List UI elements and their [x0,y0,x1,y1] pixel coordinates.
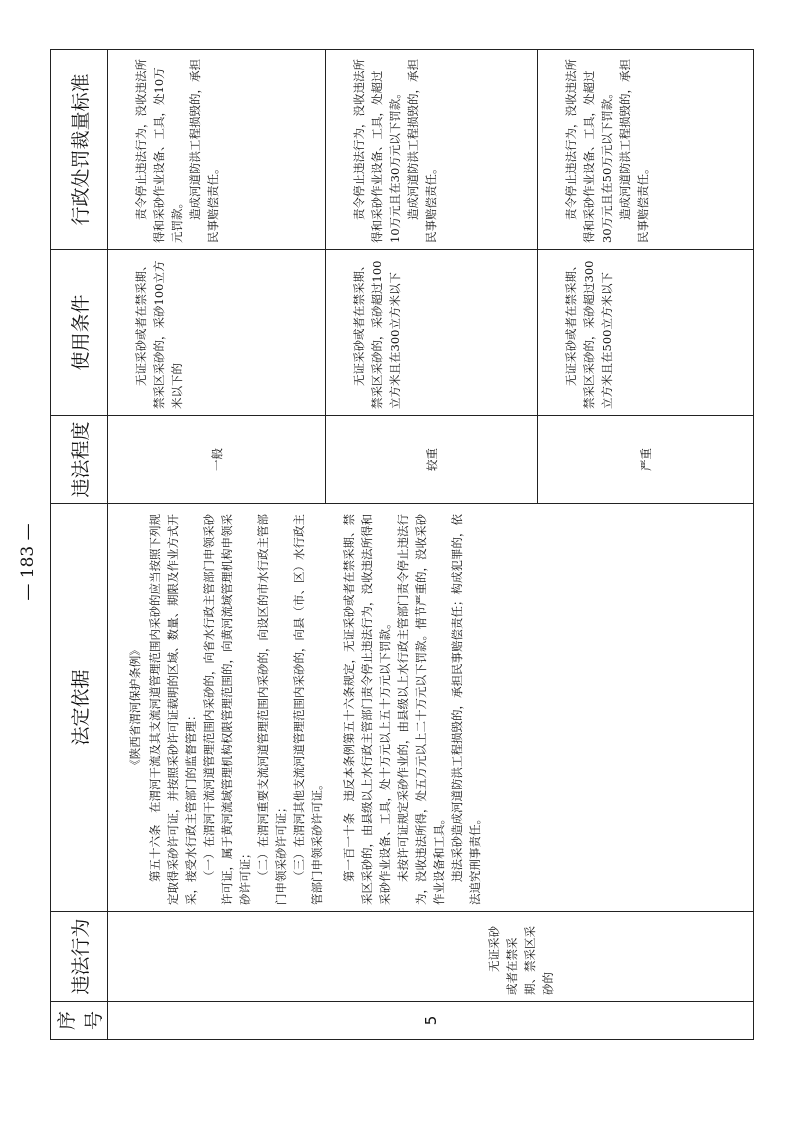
basis-p5: 第一百一十条 违反本条例第五十六条规定，无证采砂或者在禁采期、禁采区采砂的，由县级以上水行政主管部门责令停止违法行为，没收违法所得和采砂作业设备、工具，处十万元以上五十万元以下罚款。 [342,514,392,905]
basis-p6: 未按许可证规定采砂作业的，由县级以上水行政主管部门责令停止违法行为，没收违法所得，处五万元以上二十万元以下罚款。情节严重的，没收采砂作业设备和工具。 [396,514,446,905]
page-number: — 183 — [18,523,38,601]
condition-level-3 [538,250,754,416]
basis-p1: 第五十六条 在渭河干流及其支流河道管理范围内采砂的应当按照下列规定取得采砂许可证，并按照采砂许可证载明的区域、数量、期限及作业方式开采，接受水行政主管部门的监督管理： [148,514,198,905]
condition-text-2: 无证采砂或者在禁采期、禁采区采砂的，采砂超过100立方米且在300立方米以下 [352,259,402,409]
row-number: 5 [108,1002,754,1040]
header-condition: 使用条件 [51,250,108,416]
standard-level-3 [538,50,754,250]
header-act: 违法行为 [51,912,108,1002]
header-basis: 法定依据 [51,504,108,912]
degree-level-1: 一般 [108,416,326,504]
header-degree: 违法程度 [51,416,108,504]
degree-level-3: 严重 [538,416,754,504]
standard-level-2 [326,50,538,250]
basis-title: 《陕西省渭河保护条例》 [128,644,142,771]
basis-p4: （三）在渭河其他支流河道管理范围内采砂的，向县（市、区）水行政主管部门申领采砂许可证。 [292,514,324,905]
penalty-table [50,49,754,1040]
violation-act [108,912,754,1002]
standard-text-3a: 责令停止违法行为，没收违法所得和采砂作业设备、工具，处超过30万元且在50万元以下罚款。 [564,59,614,243]
legal-basis [108,504,754,912]
standard-level-1 [108,50,326,250]
header-row [51,50,108,1040]
standard-text-1a: 责令停止违法行为，没收违法所得和采砂作业设备、工具，处10万元罚款。 [134,59,184,243]
violation-act-text: 无证采砂或者在禁采期、禁采区采砂的 [486,926,555,995]
condition-level-2 [326,250,538,416]
basis-p2: （一）在渭河干流河道管理范围内采砂的，向省水行政主管部门申领采砂许可证，属于黄河流域管理机构权限管理范围的，向黄河流域管理机构申领采砂许可证； [202,514,252,905]
standard-text-2a: 责令停止违法行为，没收违法所得和采砂作业设备、工具，处超过10万元且在30万元以下罚款。 [352,59,402,243]
basis-p3: （二）在渭河重要支流河道管理范围内采砂的，向设区的市水行政主管部门申领采砂许可证； [256,514,288,905]
degree-level-2: 较重 [326,416,538,504]
standard-text-1b: 造成河道防洪工程损毁的，承担民事赔偿责任。 [188,59,220,243]
table-row [108,50,326,1040]
condition-text-3: 无证采砂或者在禁采期、禁采区采砂的，采砂超过300立方米且在500立方米以下 [564,259,614,409]
header-no: 序号 [51,1002,108,1040]
standard-text-2b: 造成河道防洪工程损毁的，承担民事赔偿责任。 [406,59,438,243]
basis-p7: 违法采砂造成河道防洪工程损毁的，承担民事赔偿责任；构成犯罪的，依法追究刑事责任。 [450,514,482,905]
condition-text-1: 无证采砂或者在禁采期、禁采区采砂的，采砂100立方米以下的 [134,259,184,409]
standard-text-3b: 造成河道防洪工程损毁的，承担民事赔偿责任。 [618,59,650,243]
condition-level-1 [108,250,326,416]
header-standard: 行政处罚裁量标准 [51,50,108,250]
